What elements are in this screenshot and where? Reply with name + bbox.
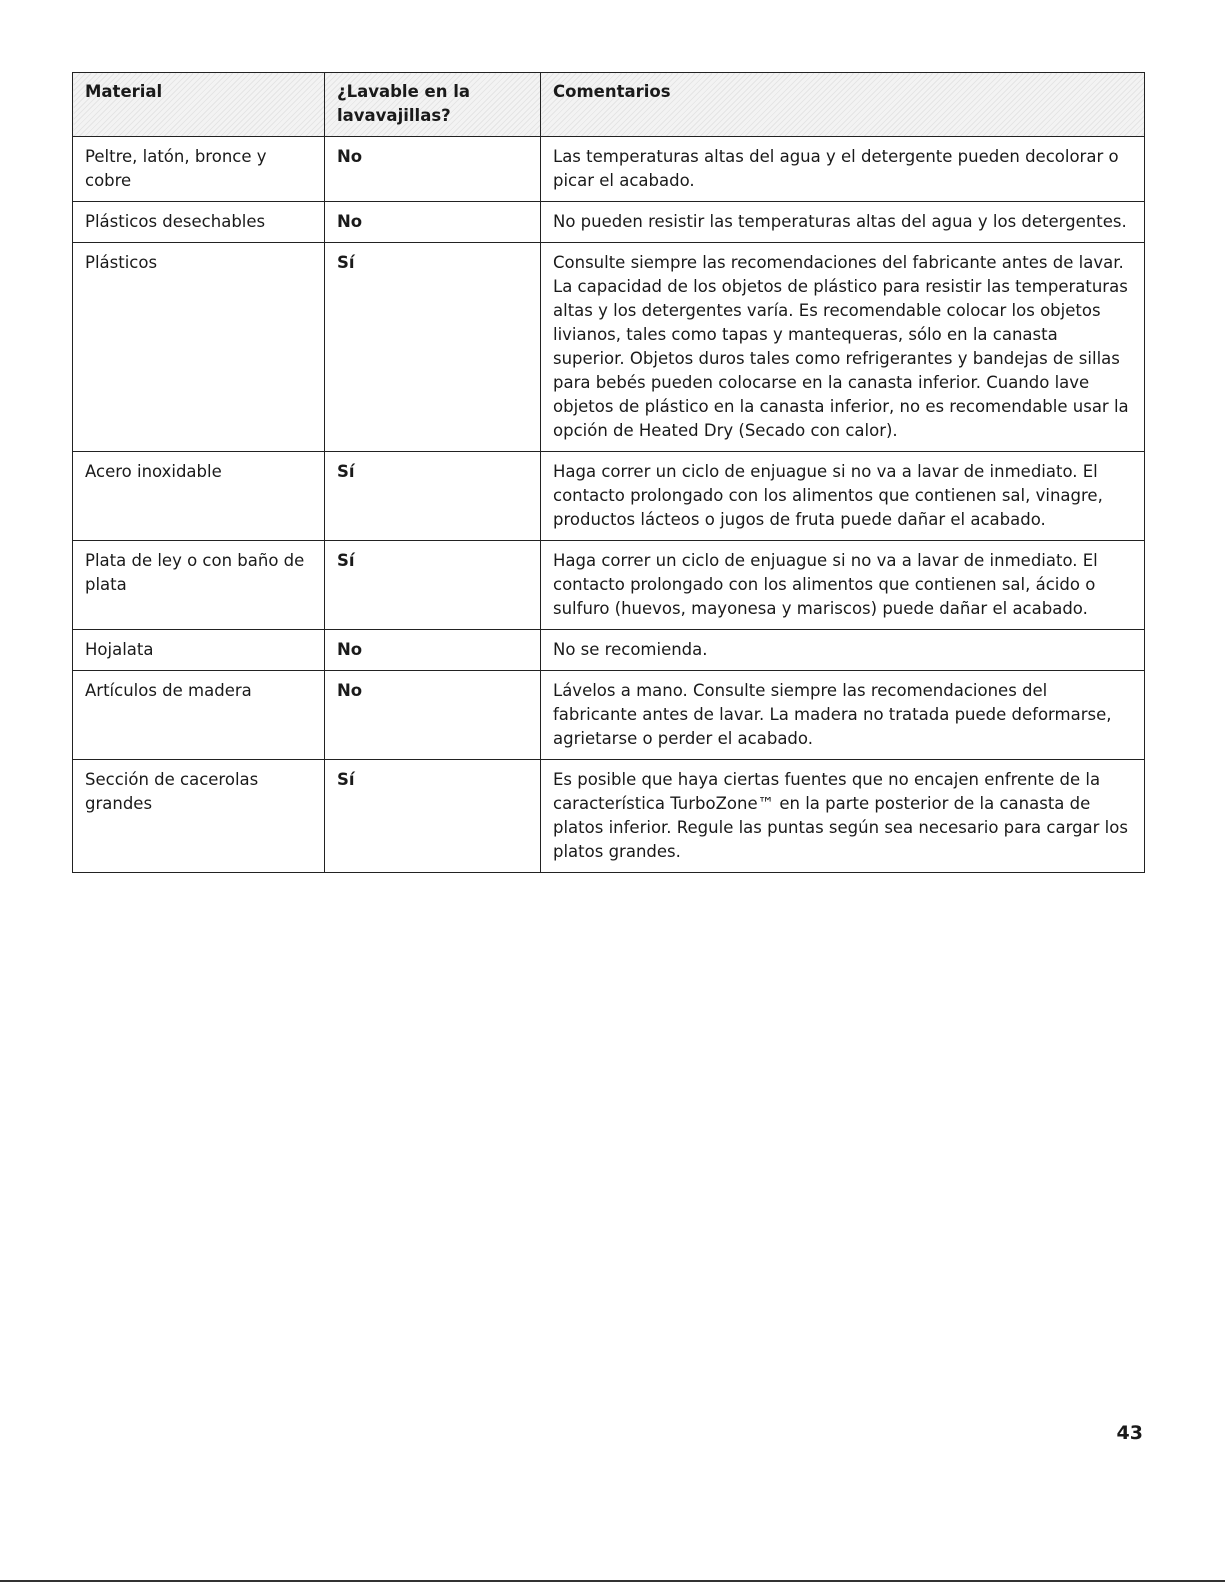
comment-cell: Lávelos a mano. Consulte siempre las recomendaciones del fabricante antes de lavar. La madera no tratada puede deformarse, agrietarse o perder el acabado. [541,671,1145,760]
table-row [73,760,1145,873]
table-row [73,541,1145,630]
washable-cell: Sí [325,541,541,630]
material-cell: Artículos de madera [73,671,325,760]
material-cell: Plásticos [73,243,325,452]
material-cell: Acero inoxidable [73,452,325,541]
page-number: 43 [1116,1422,1143,1444]
washable-cell: No [325,202,541,243]
material-cell: Peltre, latón, bronce y cobre [73,137,325,202]
table-body [73,137,1145,873]
comment-cell: Es posible que haya ciertas fuentes que no encajen enfrente de la característica TurboZone™ en la parte posterior de la canasta de platos inferior. Regule las puntas según sea necesario para cargar los platos grandes. [541,760,1145,873]
washable-cell: Sí [325,760,541,873]
table-row [73,452,1145,541]
comment-cell: Haga correr un ciclo de enjuague si no va a lavar de inmediato. El contacto prolongado con los alimentos que contienen sal, vinagre, productos lácteos o jugos de fruta puede dañar el acabado. [541,452,1145,541]
comment-cell: No se recomienda. [541,630,1145,671]
washable-cell: Sí [325,452,541,541]
header-material: Material [73,73,325,137]
header-dishwasher-safe: ¿Lavable en la lavavajillas? [325,73,541,137]
material-cell: Plata de ley o con baño de plata [73,541,325,630]
material-cell: Plásticos desechables [73,202,325,243]
table-row [73,137,1145,202]
table-row [73,202,1145,243]
table-header [73,73,1145,137]
comment-cell: Las temperaturas altas del agua y el detergente pueden decolorar o picar el acabado. [541,137,1145,202]
header-row [73,73,1145,137]
bottom-divider [0,1580,1225,1582]
material-cell: Sección de cacerolas grandes [73,760,325,873]
material-cell: Hojalata [73,630,325,671]
washable-cell: Sí [325,243,541,452]
washable-cell: No [325,630,541,671]
washable-cell: No [325,671,541,760]
table-row [73,243,1145,452]
comment-cell: Consulte siempre las recomendaciones del fabricante antes de lavar. La capacidad de los objetos de plástico para resistir las temperaturas altas y los detergentes varía. Es recomendable colocar los objetos livianos, tales como tapas y mantequeras, sólo en la canasta superior. Objetos duros tales como refrigerantes y bandejas de sillas para bebés pueden colocarse en la canasta inferior. Cuando lave objetos de plástico en la canasta inferior, no es recomendable usar la opción de Heated Dry (Secado con calor). [541,243,1145,452]
washable-cell: No [325,137,541,202]
table-row [73,671,1145,760]
table-row [73,630,1145,671]
dishwasher-material-table [72,72,1145,873]
comment-cell: No pueden resistir las temperaturas altas del agua y los detergentes. [541,202,1145,243]
comment-cell: Haga correr un ciclo de enjuague si no va a lavar de inmediato. El contacto prolongado con los alimentos que contienen sal, ácido o sulfuro (huevos, mayonesa y mariscos) puede dañar el acabado. [541,541,1145,630]
header-comments: Comentarios [541,73,1145,137]
